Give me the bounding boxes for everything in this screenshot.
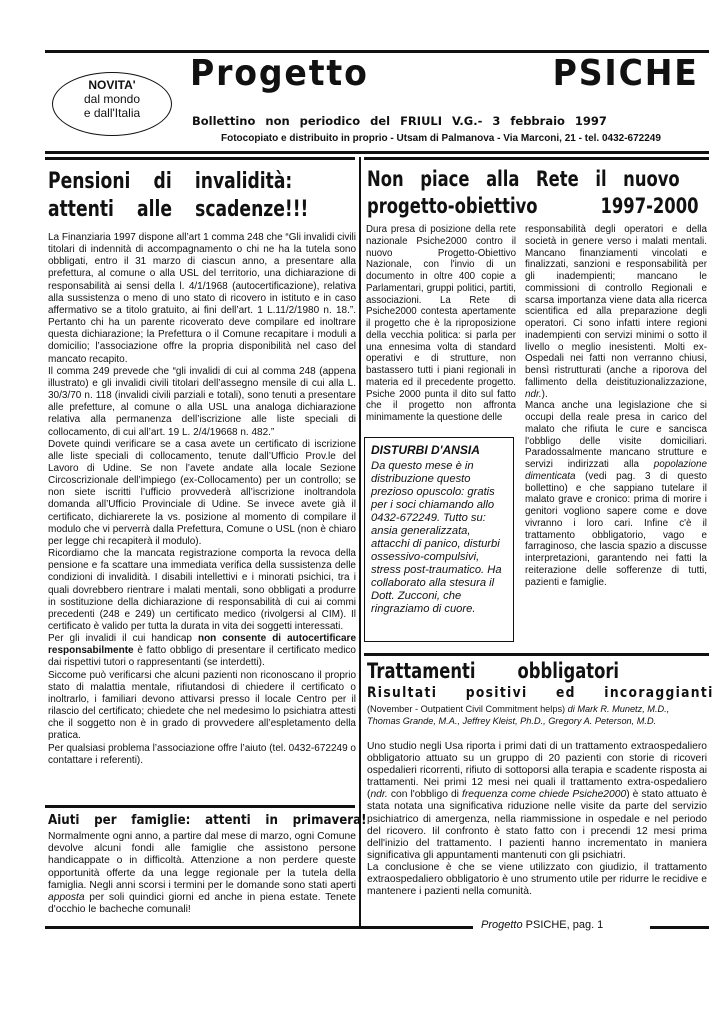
masthead-word-1: Progetto [190,53,369,94]
novita-line-2: dal mondo [83,92,141,106]
masthead-subtitle: Bollettino non periodico del FRIULI V.G.- 3 febbraio 1997 [192,114,607,128]
tratt-source-2: Thomas Grande, M.A., Jeffrey Kleist, Ph.D., Gregory A. Peterson, M.D. [367,716,657,726]
footer-left-rule [45,926,473,929]
left-para-2: Il comma 249 prevede che “gli invalidi di cui al comma 248 (appena illustrato) e gli invalidi civili titolari dell’assegno mensile di cui alla L. 30/3/70 n. 118 (invalidi civili parziali e totali), sono tenuti a presentare alle prefetture, al comune o alla USL una analoga dichiarazione relativa alla permanenza dell’iscrizione alle liste speciali di collocamento, di cui all’art. 19 L. 2/4/19668 n. 482.” [48,365,356,438]
left-headline-line-2: attenti alle scadenze!!! [48,197,309,222]
rete-headline-2a: progetto-obiettivo [367,194,538,218]
tratt-headline [367,658,706,684]
left-headline-line-1: Pensioni di invalidità: [48,169,293,194]
novita-line-1: NOVITA' [88,78,136,92]
footer-italic: Progetto [481,919,523,931]
tratt-subheadline: Risultati positivi ed incoraggianti [367,685,714,701]
masthead-subtitle-2: Fotocopiato e distribuito in proprio - Utsam di Palmanova - Via Marconi, 21 - tel. 0432-672249 [221,133,661,144]
aiuti-rule [45,805,355,808]
rete-col-2d: Manca anche una legislazione che si occupi della reale presa in carico del malato che rifiuta le cure e sancisca l'obbligo delle visite domiciliari. Paradossalmente mancano strutture e servizi indirizzati alla [525,400,707,470]
rete-col-2a: responsabilità degli operatori e della società in genere verso i malati mentali. Mancano finanziamenti vincolati e finalizzati, sanzioni e responsabilità per gli inadempienti; mancano le commissioni di controllo Regionali e scarsa importanza viene data alla ricerca scientifica ed alla preparazione degli operatori. Ci sono infatti intere regioni inadempienti con servizi minimi o sotto il livello o meglio inesistenti. Molti ex-Ospedali nei fatti non verranno chiusi, bensì ristrutturati (anche a riporova del fallimento della deistituzionalizzazione, [525,224,707,388]
left-headline [48,168,352,224]
left-para-5c: è fatto obbligo di presentare il certificato medico dai rispettivi tutori o rappresentanti (se interdetti). [48,645,356,669]
left-para-5b: non consente di autocertificare responsabilmente [48,633,356,657]
right-column-rule [364,157,709,160]
left-para-6: Siccome può verificarsi che alcuni pazienti non riconoscano il proprio stato di malattia mentale, rifiutandosi di chiedere il certificato o inoltrarlo, i familiari devono attivarsi presso il locale Centro per il rilascio del certificato; chiedete che nel medesimo lo psichiatra attesti che il soggetto non è in grado di provvedere all’espletamento della pratica. [48,669,356,742]
left-para-4: Ricordiamo che la mancata registrazione comporta la revoca della pensione e fa scattare una immediata verifica della sussistenza delle condizioni di invalidità. I disabili intellettivi e i minorati psichici, tra i quali dovrebbero rientrare i malati mentali, sono obbligati a produrre in sostituzione della dichiarazione di responsabilità di cui ai commi precedenti (248 e 249) un certificato medico (rivolgersi al CIM). Il certificato è valido per tutta la durata in vita dei soggetti interessati. [48,548,356,632]
tratt-para-2: La conclusione è che se viene utilizzato con giudizio, il trattamento extraospedaliero obbligatorio è uno strumento utile per ridurre le recidive e mantenere i pazienti nella comunità. [367,861,707,898]
left-para-3: Dovete quindi verificare se a casa avete un certificato di iscrizione alle liste speciali di collocamento, tenute dall’Ufficio Prov.le del Lavoro di Udine. Se non l’avete andate alla locale Sezione Circoscrizionale dell’impiego (ex-Collocamento) per un controllo; se non siete iscritti l’ufficio provvederà all’iscrizione inoltrandola domanda all’Ufficio Provinciale di Udine. Se invece avete già il certificato, dichiarerete la vs. posizione al momento di compilare il modulo che vi perverrà dalla Prefettura, Comune o USL (non è chiaro per legge chi recapiterà il modulo). [48,438,356,547]
tratt-headline-1a: Trattamenti [367,659,476,683]
aiuti-text-c: per soli quindici giorni ed anche in piena estate. Tenete d'occhio le bacheche comunali! [48,892,356,916]
aiuti-headline: Aiuti per famiglie: attenti in primavera! [48,812,367,828]
tratt-text-e: ) è stato attuato è stata notata una significativa riduzione nelle visite da parte del servizio psichiatrico di amergenza, nella riammissione in ospedale e nel periodo del ricovero. Iil confronto è stato fatto con i precendi 12 mesi prima dell'inizio del trattamento. I pazienti hanno incrementato in maniera significativa gli appuntamenti mantenuti con gli psichiatri. [367,789,708,861]
left-para-1: La Finanziaria 1997 dispone all’art 1 comma 248 che “Gli invalidi civili titolari di indennità di accompagnamento o chi ne ha la tutela sono obbligati, entro il 31 marzo di ciascun anno, a presentare alla prefettura, al comune o alla USL del territorio, una dichiarazione di responsabilità ai sensi della l. 4/1/1968 (autocertificazione), relativa alla sussistenza o meno di uno stato di ricovero in istituto e in caso affermativo se a titolo gratuito, ai fini dell’art. 1 L.11/2/1980 n. 18.”. Pertanto chi ha un parente ricoverato deve compilare ed inoltrare questa dichiarazione; la Prefettura o il Comune recapitare i moduli a domicilio; l’associazione offre la propria disponibilità nel caso del mancato recapito. [48,232,356,365]
tratt-source-line-1 [367,703,712,715]
tratt-source-1a: (November - Outpatient Civil Commitment helps) [367,704,568,714]
tratt-text-b: ndr. [370,789,388,801]
rete-col-2-para [525,400,707,588]
footer-right-rule [650,926,709,929]
left-para-5a: Per gli invalidi il cui handicap [48,633,198,645]
tratt-para-1 [367,741,707,862]
aiuti-body [48,831,356,916]
tratt-body [367,741,707,898]
left-para-5 [48,633,356,669]
masthead-title [190,53,699,97]
tratt-text-d: frequenza come chiede Psiche2000 [462,789,627,801]
rete-col-2b: ndr. [525,388,542,400]
rete-col-2f: (vedi pag. 3 di questo bollettino) e che sappiano tutelare il malato grave e cronico: prima di morire i genitori vogliono sapere come e dove vivranno i loro cari. Infine c'è il trattamento obbligatorio, vago e farraginoso, che lascia spazio a discusse interpretazioni, garantendo nei fatti la reiterazione delle sofferenze di tutti, pazienti e famiglie. [525,470,707,588]
ansia-title: DISTURBI D'ANSIA [371,443,480,457]
tratt-headline-1b: obbligatori [517,659,620,683]
masthead-word-2: PSICHE [552,53,699,94]
ansia-box [364,437,514,642]
header-rule [45,151,709,154]
left-article-body [48,232,356,767]
rete-col-2 [525,224,707,588]
rete-col-1: Dura presa di posizione della rete nazionale Psiche2000 contro il nuovo Progetto-Obiettivo Nazionale, con l'invio di un documento in oltre 400 copie a Parlamentari, gruppi politici, partiti, associazioni. La Rete di Psiche2000 contesta apertamente il progetto che è la riproposizione della vecchia politica: si parla per una ennesima volta di standard operativi e di strutture, non bastassero tutti i piani regionali in materia ed il precedente progetto. Psiche 2000 punta il dito sul fatto che il progetto non affronta minimamente la questione delle [366,224,516,423]
rete-headline [367,166,699,220]
rete-headline-line-1: Non piace alla Rete il nuovo [367,167,680,191]
left-column-rule [45,157,355,160]
footer-rest: PSICHE, pag. 1 [522,919,604,931]
ansia-text: Da questo mese è in distribuzione questo prezioso opuscolo: gratis per i soci chiamando allo 0432-672249. Tutto su: ansia generalizzata, attacchi di panico, disturbi ossessivo-compulsivi, stress post-traumatico. Ha collaborato alla stesura il Dott. Zucconi, che ringraziamo di cuore. [371,460,502,615]
novita-line-3: e dall'Italia [83,106,141,120]
footer-page-label [481,919,603,931]
rete-col-2c: ). [541,388,548,400]
tratt-text-c: con l'obbligo di [387,789,462,801]
tratt-source-1b: di Mark R. Munetz, M.D., [567,704,670,714]
tratt-text-a: Uno studio negli Usa riporta i primi dati di un trattamento extraospedaliero obbligatorio attuato su un gruppo di 20 pazienti con storie di ricoveri ospedalieri ricorrenti, rifiuto di sottoporsi alla terapia e scadente risposta ai trattamenti. Nei primi 12 mesi nei quali il trattamento extra-ospedaliero ( [367,741,707,801]
tratt-source-line-2 [367,715,712,727]
novita-badge [52,72,172,136]
rete-headline-line-2 [367,193,699,220]
left-para-7: Per qualsiasi problema l’associazione offre l’aiuto (tel. 0432-672249 o contattare i referenti). [48,742,356,766]
tratt-rule [364,653,709,656]
aiuti-text-a: Normalmente ogni anno, a partire dal mese di marzo, ogni Comune devolve alcuni fondi alle famiglie che assistono persone handicappate o in difficoltà. Attenzione a non perdere queste opportunità offerte da una legge regionale per la tutela della famiglia. Negli anni scorsi i termini per le domande sono stati aperti [48,831,356,891]
tratt-source [367,703,712,727]
rete-col-2e: popolazione dimenticata [525,459,707,482]
aiuti-text-b: apposta [48,892,85,904]
rete-headline-2b: 1997-2000 [600,194,699,218]
